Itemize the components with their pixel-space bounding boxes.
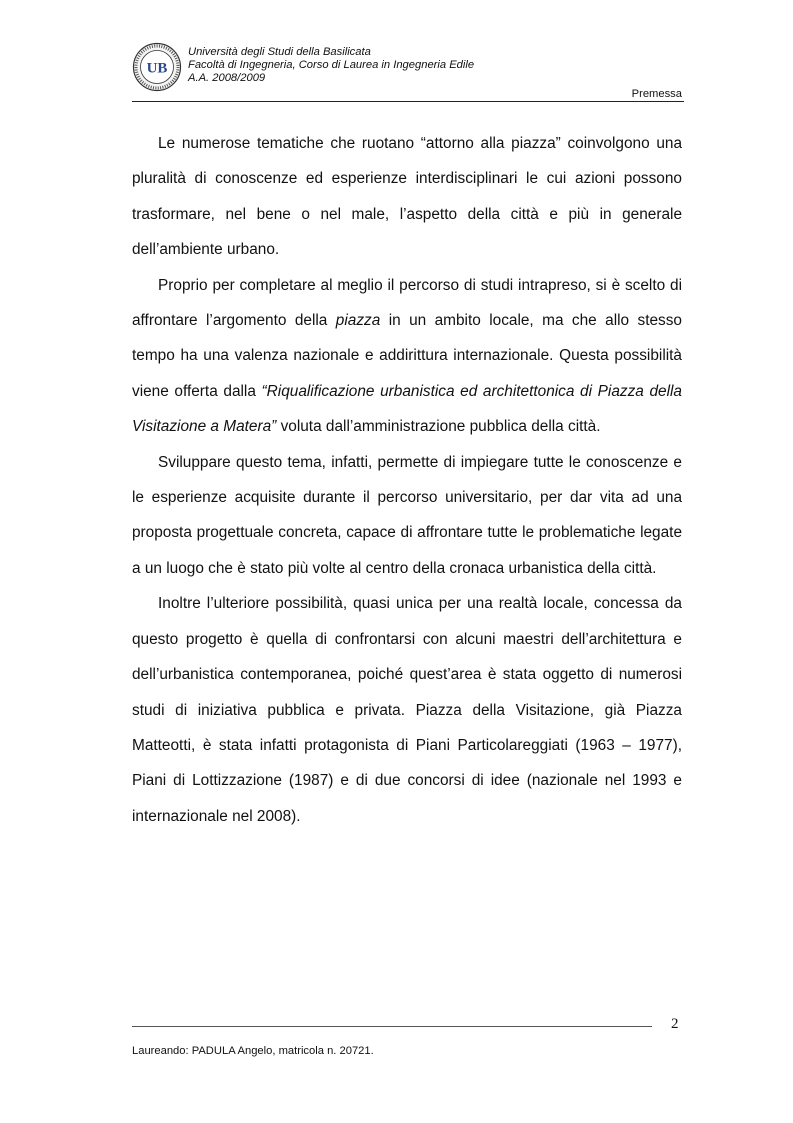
emphasis: piazza [335,312,381,330]
section-title: Premessa [631,88,682,100]
faculty-name: Facoltà di Ingegneria, Corso di Laurea in Ingegneria Edile [188,59,475,71]
footer-author: Laureando: PADULA Angelo, matricola n. 20721. [132,1045,374,1057]
emphasis: “Riqualificazione urbanistica ed architettonica di Piazza della Visitazione a Matera” [132,382,682,436]
logo-monogram: UB [146,60,168,77]
paragraph: Sviluppare questo tema, infatti, permette di impiegare tutte le conoscenze e le esperienze acquisite durante il percorso universitario, per dar vita ad una proposta progettuale concreta, capace di affrontare tutte le problematiche legate a un luogo che è stato più volte al centro della cronaca urbanistica della città. [132,453,682,577]
academic-year: A.A. 2008/2009 [188,72,266,84]
footer-divider [132,1026,652,1027]
page-number: 2 [671,1016,679,1032]
university-name: Università degli Studi della Basilicata [188,46,371,58]
header-divider [132,101,684,102]
paragraph: Proprio per completare al meglio il percorso di studi intrapreso, si è scelto di affrontare l’argomento della piazza in un ambito locale, ma che allo stesso tempo ha una valenza nazionale e addirittura internazionale. Questa possibilità viene offerta dalla “Riqualificazione urbanistica ed architettonica di Piazza della Visitazione a Matera” voluta dall’amministrazione pubblica della città. [132,276,682,436]
header-text [188,46,474,85]
university-logo-icon [132,42,182,92]
page-header [132,42,684,102]
paragraph: Inoltre l’ulteriore possibilità, quasi unica per una realtà locale, concessa da questo progetto è quella di confrontarsi con alcuni maestri dell’architettura e dell’urbanistica contemporanea, poiché quest’area è stata oggetto di numerosi studi di iniziativa pubblica e privata. Piazza della Visitazione, già Piazza Matteotti, è stata infatti protagonista di Piani Particolareggiati (1963 – 1977), Piani di Lottizzazione (1987) e di due concorsi di idee (nazionale nel 1993 e internazionale nel 2008). [132,595,682,825]
document-body [132,126,682,834]
paragraph: Le numerose tematiche che ruotano “attorno alla piazza” coinvolgono una pluralità di conoscenze ed esperienze interdisciplinari le cui azioni possono trasformare, nel bene o nel male, l’aspetto della città e più in generale dell’ambiente urbano. [132,135,682,259]
